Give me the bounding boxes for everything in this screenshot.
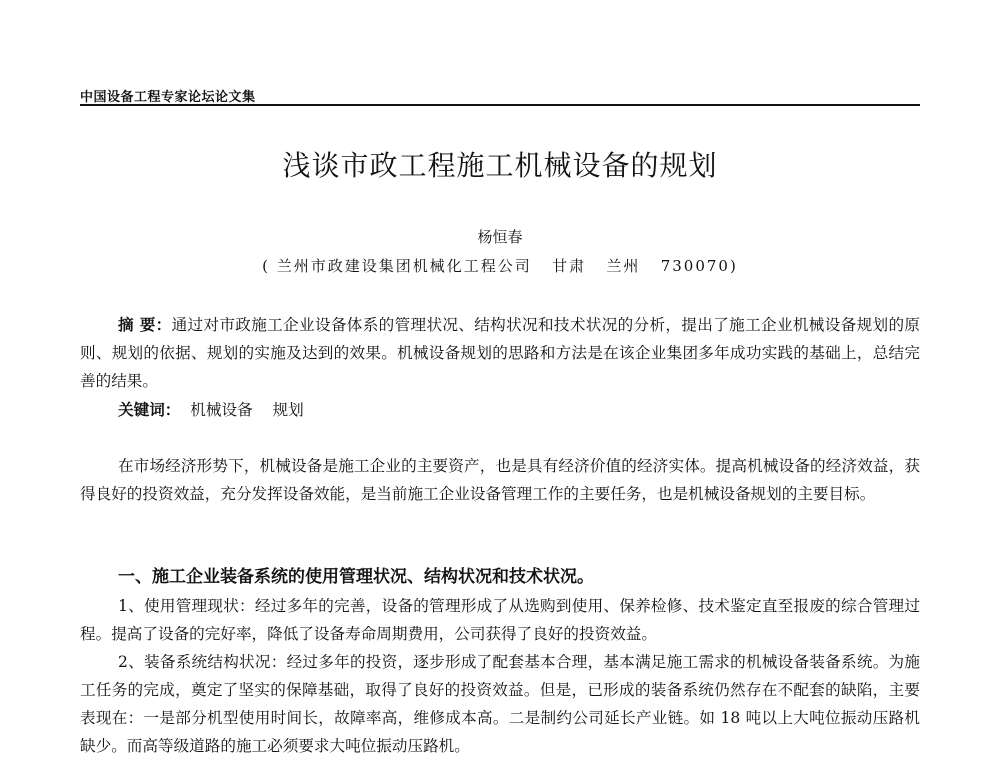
abstract bbox=[80, 311, 920, 395]
abstract-text: 通过对市政施工企业设备体系的管理状况、结构状况和技术状况的分析，提出了施工企业机械设备规划的原则、规划的依据、规划的实施及达到的效果。机械设备规划的思路和方法是在该企业集团多年成功实践的基础上，总结完善的结果。 bbox=[80, 316, 920, 390]
running-header: 中国设备工程专家论坛论文集 bbox=[80, 90, 256, 105]
keywords-label: 关键词： bbox=[118, 401, 181, 419]
section-heading: 一、施工企业装备系统的使用管理状况、结构状况和技术状况。 bbox=[118, 567, 594, 587]
author-affiliation: ( 兰州市政建设集团机械化工程公司 甘肃 兰州 730070) bbox=[262, 257, 738, 275]
keywords bbox=[118, 396, 304, 424]
abstract-label: 摘 要： bbox=[118, 316, 172, 334]
paper-title: 浅谈市政工程施工机械设备的规划 bbox=[282, 149, 718, 182]
intro-paragraph: 在市场经济形势下，机械设备是施工企业的主要资产，也是具有经济价值的经济实体。提高机械设备的经济效益，获得良好的投资效益，充分发挥设备效能，是当前施工企业设备管理工作的主要任务，也是机械设备规划的主要目标。 bbox=[80, 457, 920, 503]
section-item-1: 1、使用管理现状：经过多年的完善，设备的管理形成了从选购到使用、保养检修、技术鉴定直至报废的综合管理过程。提高了设备的完好率，降低了设备寿命周期费用，公司获得了良好的投资效益。 bbox=[80, 597, 920, 643]
header-rule bbox=[80, 104, 920, 106]
keywords-text: 机械设备 规划 bbox=[180, 401, 304, 419]
section-item-2: 2、装备系统结构状况：经过多年的投资，逐步形成了配套基本合理，基本满足施工需求的机械设备装备系统。为施工任务的完成，奠定了坚实的保障基础，取得了良好的投资效益。但是，已形成的装备系统仍然存在不配套的缺陷，主要表现在：一是部分机型使用时间长，故障率高，维修成本高。二是制约公司延长产业链。如 18 吨以上大吨位振动压路机缺少。而高等级道路的施工必须要求大吨位振动压路机。 bbox=[80, 653, 920, 755]
author-name: 杨恒春 bbox=[477, 228, 523, 246]
